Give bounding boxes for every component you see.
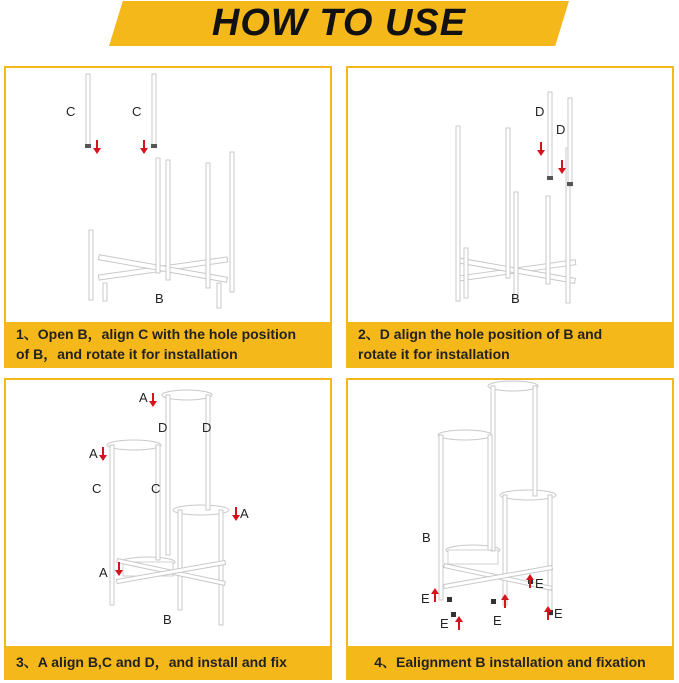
arrow-up-icon (455, 616, 463, 630)
label-c: C (92, 481, 102, 496)
label-b: B (511, 291, 520, 306)
label-e: E (535, 576, 544, 591)
label-d: D (535, 104, 545, 119)
arrow-down-icon (558, 160, 566, 174)
label-e: E (493, 613, 502, 628)
arrow-up-icon (431, 588, 439, 602)
page-title: HOW TO USE (211, 2, 467, 44)
arrow-down-icon (115, 562, 123, 576)
caption-line: 3、A align B,C and D，and install and fix (16, 654, 287, 670)
step-4-caption (348, 646, 672, 678)
step-1-caption (6, 322, 330, 366)
label-e: E (440, 616, 449, 631)
label-e: E (554, 606, 563, 621)
label-b: B (163, 612, 172, 627)
label-c: C (132, 104, 142, 119)
label-c: C (66, 104, 76, 119)
label-a: A (139, 390, 148, 405)
label-a: A (99, 565, 108, 580)
caption-line: of B，and rotate it for installation (16, 346, 238, 362)
label-b: B (422, 530, 431, 545)
label-b: B (155, 291, 164, 306)
step-3-illustration (6, 380, 330, 678)
step-3-caption (6, 646, 330, 678)
caption-line: 4、Ealignment B installation and fixation (374, 654, 646, 670)
caption-line: 1、Open B，align C with the hole position (16, 326, 296, 342)
label-a: A (240, 506, 249, 521)
label-c: C (151, 481, 161, 496)
step-4-panel (346, 378, 674, 680)
label-d: D (202, 420, 212, 435)
step-3-panel (4, 378, 332, 680)
arrow-down-icon (537, 142, 545, 156)
arrow-down-icon (99, 447, 107, 461)
arrow-down-icon (93, 140, 101, 154)
caption-line: 2、D align the hole position of B and (358, 326, 603, 342)
step-4-illustration (348, 380, 672, 678)
arrow-down-icon (149, 393, 157, 407)
step-1-panel (4, 66, 332, 368)
step-2-panel (346, 66, 674, 368)
label-d: D (556, 122, 566, 137)
arrow-up-icon (501, 594, 509, 608)
arrow-down-icon (232, 507, 240, 521)
label-d: D (158, 420, 168, 435)
step-2-caption (348, 322, 672, 366)
label-e: E (421, 591, 430, 606)
arrow-down-icon (140, 140, 148, 154)
label-a: A (89, 446, 98, 461)
caption-line: rotate it for installation (358, 346, 510, 362)
